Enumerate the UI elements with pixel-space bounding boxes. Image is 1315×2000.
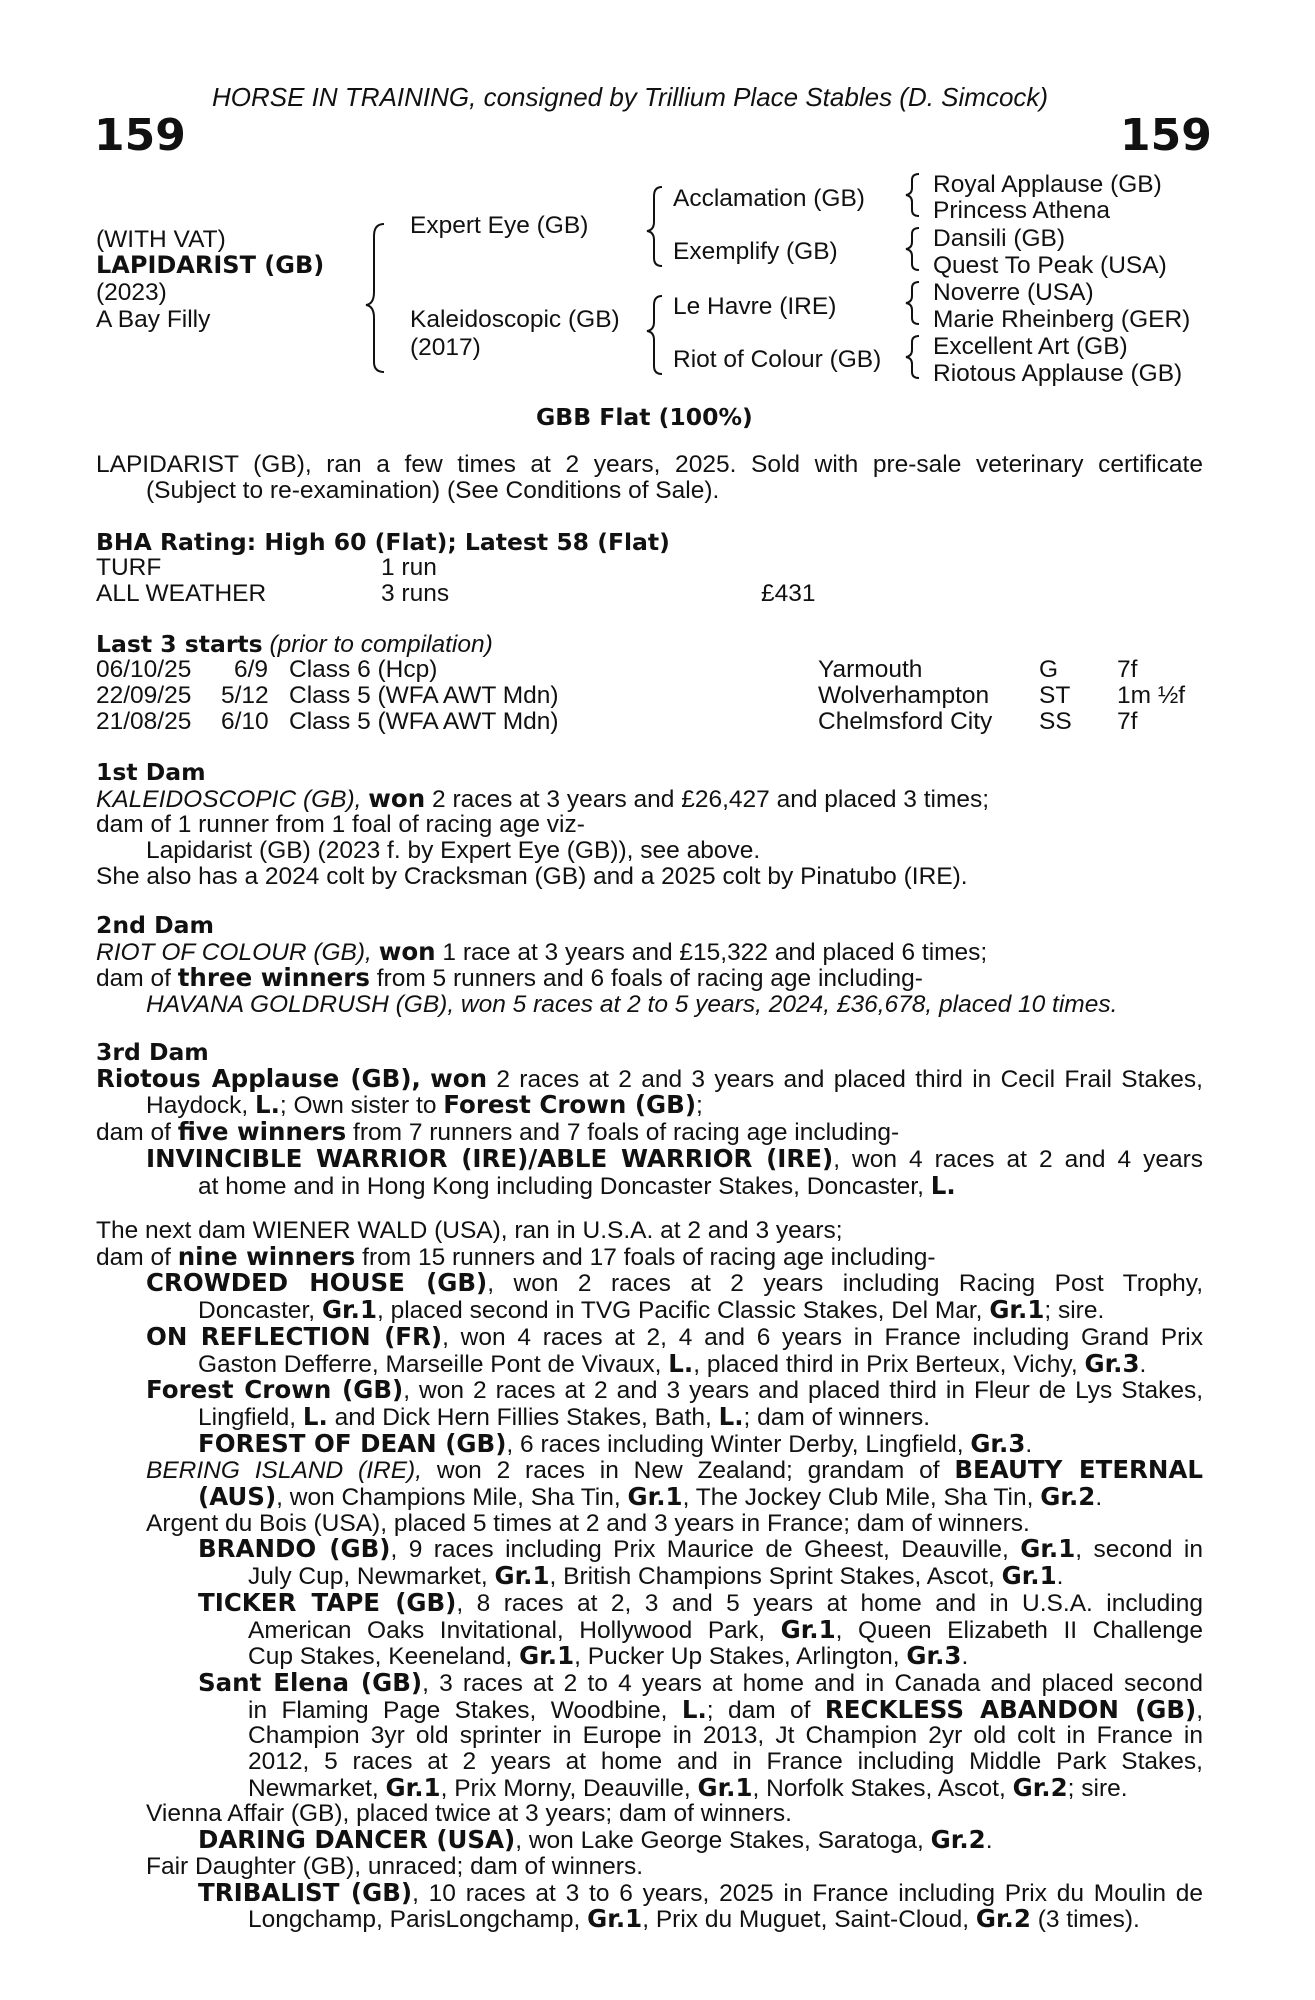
text: , won Lake George Stakes, Saratoga,	[515, 1827, 924, 1855]
pedigree-sire-dam: Exemplify (GB)	[673, 238, 838, 265]
list-item	[96, 1906, 1203, 1933]
list-item	[96, 1827, 1203, 1854]
second-dam-section	[96, 913, 1203, 1018]
text: dam of	[96, 1119, 171, 1147]
first-dam-line-3: Lapidarist (GB) (2023 f. by Expert Eye (GB)), see above.	[146, 837, 761, 865]
rating-prize-aw: £431	[761, 580, 816, 607]
gbb-flat: GBB Flat (100%)	[536, 403, 753, 431]
first-dam-line-4: She also has a 2024 colt by Cracksman (GB) and a 2025 colt by Pinatubo (IRE).	[96, 862, 968, 890]
start-position: 5/12	[221, 682, 269, 709]
start-position: 6/9	[234, 656, 269, 683]
progeny-name: INVINCIBLE WARRIOR (IRE)/ABLE WARRIOR (IRE)	[146, 1143, 834, 1173]
list-item	[96, 1401, 1203, 1431]
first-dam-name: KALEIDOSCOPIC (GB),	[96, 785, 362, 813]
text: , The Jockey Club Mile, Sha Tin,	[682, 1484, 1034, 1512]
text: Doncaster,	[198, 1297, 316, 1325]
grade-label: Gr.1	[697, 1772, 753, 1802]
bracket-g3	[906, 282, 919, 324]
progeny-name: RECKLESS ABANDON (GB)	[824, 1694, 1197, 1724]
text: , won 2 races at 2 and 3 years and placed third in Fleur de Lys Stakes,	[403, 1377, 1204, 1405]
grade-label: Gr.1	[1001, 1561, 1057, 1591]
second-dam-line-3: HAVANA GOLDRUSH (GB), won 5 races at 2 to 5 years, 2024, £36,678, placed 10 times.	[146, 991, 1118, 1019]
text: , Prix Morny, Deauville,	[440, 1774, 691, 1802]
start-date: 06/10/25	[96, 656, 192, 683]
third-dam-line-5	[96, 1170, 1203, 1200]
list-item	[96, 1614, 1203, 1644]
progeny-name: Sant Elena (GB)	[198, 1667, 423, 1697]
won-label: won	[368, 783, 426, 813]
grade-label: Gr.1	[519, 1641, 575, 1671]
third-dam-name: Riotous Applause (GB),	[96, 1063, 421, 1093]
start-going: SS	[1039, 708, 1072, 735]
listed-label: L.	[302, 1401, 328, 1431]
vat-note: (WITH VAT)	[96, 226, 226, 253]
pedigree-g6: Marie Rheinberg (GER)	[933, 306, 1191, 333]
list-item	[96, 1643, 1203, 1670]
progeny-name: ON REFLECTION (FR)	[146, 1321, 443, 1351]
progeny-name: TICKER TAPE (GB)	[198, 1587, 457, 1617]
third-dam-heading: 3rd Dam	[96, 1038, 209, 1066]
first-dam-section	[96, 760, 1203, 890]
third-dam-line-3	[96, 1119, 1203, 1146]
text: from 5 runners and 6 foals of racing age including-	[376, 965, 923, 993]
lot-number-left: 159	[94, 110, 186, 161]
listed-label: L.	[718, 1401, 744, 1431]
start-going: ST	[1039, 682, 1071, 709]
text: .	[1056, 1563, 1064, 1591]
grade-label: Gr.2	[1012, 1772, 1068, 1802]
list-item	[96, 1428, 1203, 1458]
text: .	[1095, 1484, 1103, 1512]
bracket-dam	[647, 296, 662, 374]
text: , 10 races at 3 to 6 years, 2025 in France including Prix du Moulin de	[412, 1879, 1203, 1907]
pedigree-dam-dam: Riot of Colour (GB)	[673, 346, 882, 373]
list-item: Vienna Affair (GB), placed twice at 3 years; dam of winners.	[146, 1800, 792, 1828]
text: , won 2 races at 2 years including Racing Post Trophy,	[487, 1270, 1203, 1298]
pedigree-sire: Expert Eye (GB)	[410, 212, 589, 239]
pedigree-dam-year: (2017)	[410, 334, 481, 361]
text: , placed third in Prix Berteux, Vichy,	[693, 1350, 1078, 1378]
horse-description: A Bay Filly	[96, 306, 211, 333]
third-dam-section	[96, 1040, 1203, 1199]
rating-surface-aw: ALL WEATHER	[96, 580, 267, 607]
list-item	[96, 1877, 1203, 1907]
list-item	[96, 1484, 1203, 1511]
intro-line-1: LAPIDARIST (GB), ran a few times at 2 years, 2025. Sold with pre-sale veterinary certificate	[96, 451, 1203, 478]
list-item	[96, 1348, 1203, 1378]
third-dam-line-2	[96, 1092, 1203, 1119]
pedigree-g3: Dansili (GB)	[933, 225, 1066, 252]
pedigree-g8: Riotous Applause (GB)	[933, 360, 1183, 387]
third-dam-line-1	[96, 1063, 1203, 1093]
progeny-name: (AUS)	[198, 1482, 277, 1512]
list-item	[96, 1772, 1203, 1802]
starts-heading-note: (prior to compilation)	[269, 631, 493, 658]
grade-label: Gr.1	[1020, 1534, 1076, 1564]
grade-label: Gr.1	[321, 1295, 377, 1325]
list-item	[96, 1321, 1203, 1351]
progeny-name: FOREST OF DEAN (GB)	[198, 1428, 507, 1458]
starts-heading	[96, 630, 493, 659]
text: , 8 races at 2, 3 and 5 years at home and in U.S.A. including	[456, 1589, 1203, 1617]
start-distance: 7f	[1117, 656, 1138, 683]
text: , Queen Elizabeth II Challenge	[835, 1616, 1203, 1644]
text: .	[1025, 1430, 1033, 1458]
text: .	[1139, 1350, 1147, 1378]
text: , 9 races including Prix Maurice de Gheest, Deauville,	[390, 1536, 1009, 1564]
progeny-name: DARING DANCER (USA)	[198, 1825, 516, 1855]
text: ; sire.	[1044, 1297, 1105, 1325]
first-dam-heading: 1st Dam	[96, 758, 206, 786]
progeny-name: BEAUTY ETERNAL	[954, 1455, 1204, 1485]
second-dam-line-1	[96, 936, 1203, 966]
text: , won 4 races at 2 and 4 years	[833, 1145, 1203, 1173]
text: from 7 runners and 7 foals of racing age including-	[353, 1119, 900, 1147]
winners-count: nine winners	[177, 1241, 356, 1271]
rating-surface-turf: TURF	[96, 554, 162, 581]
text: and Dick Hern Fillies Stakes, Bath,	[334, 1403, 712, 1431]
listed-label: L.	[668, 1348, 694, 1378]
text: (3 times).	[1037, 1906, 1140, 1934]
pedigree-dam: Kaleidoscopic (GB)	[410, 306, 620, 333]
won-label: won	[378, 936, 436, 966]
progeny-name: Forest Crown (GB)	[146, 1375, 404, 1405]
pedigree-g1: Royal Applause (GB)	[933, 171, 1162, 198]
text: from 15 runners and 17 foals of racing age including-	[362, 1243, 936, 1271]
start-course: Yarmouth	[818, 656, 923, 683]
list-item	[96, 1694, 1204, 1724]
grade-label: Gr.1	[989, 1295, 1045, 1325]
text: in Flaming Page Stakes, Woodbine,	[248, 1696, 668, 1724]
text: ; dam of winners.	[743, 1403, 931, 1431]
list-item	[96, 1377, 1203, 1404]
bracket-g1	[906, 174, 919, 216]
pedigree-g2: Princess Athena	[933, 197, 1111, 224]
first-dam-line-1	[96, 783, 1203, 813]
winners-count: three winners	[177, 963, 370, 993]
intro-line-2: (Subject to re-examination) (See Conditions of Sale).	[146, 476, 720, 504]
third-dam-line-4	[96, 1143, 1203, 1173]
first-dam-record: 2 races at 3 years and £26,427 and placed 3 times;	[432, 785, 990, 813]
text: , won Champions Mile, Sha Tin,	[276, 1484, 621, 1512]
text: ;	[696, 1092, 703, 1120]
list-item	[96, 1297, 1203, 1324]
grade-label: Gr.1	[385, 1772, 441, 1802]
bha-rating-heading: BHA Rating: High 60 (Flat); Latest 58 (Flat)	[96, 528, 670, 556]
text: Haydock,	[146, 1092, 249, 1120]
grade-label: Gr.1	[627, 1482, 683, 1512]
bracket-sire	[647, 187, 662, 266]
rating-runs-turf: 1 run	[381, 554, 437, 581]
text: , British Champions Sprint Stakes, Ascot,	[549, 1563, 995, 1591]
text: , placed second in TVG Pacific Classic Stakes, Del Mar,	[377, 1297, 983, 1325]
list-item	[96, 1587, 1203, 1617]
progeny-name: CROWDED HOUSE (GB)	[146, 1268, 488, 1298]
text: , Norfolk Stakes, Ascot,	[752, 1774, 1006, 1802]
list-item: Argent du Bois (USA), placed 5 times at 2 and 3 years in France; dam of winners.	[146, 1509, 1030, 1537]
page-header-title: HORSE IN TRAINING, consigned by Trillium Place Stables (D. Simcock)	[212, 82, 1049, 112]
progeny-name: BRANDO (GB)	[198, 1534, 391, 1564]
text: ; dam of	[706, 1696, 811, 1724]
text: Lingfield,	[198, 1403, 297, 1431]
text: ; sire.	[1067, 1774, 1128, 1802]
starts-heading-label: Last 3 starts	[96, 630, 263, 658]
text: at home and in Hong Kong including Doncaster Stakes, Doncaster,	[198, 1172, 924, 1200]
next-dam-section	[96, 1218, 1203, 1933]
second-dam-line-2	[96, 965, 1203, 992]
next-dam-line-1: The next dam WIENER WALD (USA), ran in U.S.A. at 2 and 3 years;	[96, 1217, 843, 1244]
text: Longchamp, ParisLongchamp,	[248, 1906, 581, 1934]
grade-label: Gr.1	[780, 1614, 836, 1644]
progeny-name: BERING ISLAND (IRE),	[146, 1457, 423, 1485]
intro	[96, 452, 1203, 503]
listed-label: L.	[681, 1694, 707, 1724]
second-dam-heading: 2nd Dam	[96, 911, 214, 939]
pedigree-g4: Quest To Peak (USA)	[933, 252, 1167, 279]
text: , Pucker Up Stakes, Arlington,	[574, 1643, 900, 1671]
start-race: Class 5 (WFA AWT Mdn)	[289, 682, 559, 709]
list-item	[96, 1270, 1203, 1297]
pedigree-g5: Noverre (USA)	[933, 279, 1094, 306]
third-dam-record: 2 races at 2 and 3 years and placed third in Cecil Frail Stakes,	[496, 1065, 1203, 1093]
grade-label: Gr.3	[906, 1641, 962, 1671]
text: .	[961, 1643, 969, 1671]
list-item: Fair Daughter (GB), unraced; dam of winners.	[146, 1852, 644, 1880]
winners-count: five winners	[177, 1117, 347, 1147]
bracket-g2	[906, 228, 919, 270]
list-item	[96, 1536, 1203, 1563]
start-going: G	[1039, 656, 1059, 683]
start-position: 6/10	[221, 708, 269, 735]
horse-name: LAPIDARIST (GB)	[96, 251, 325, 279]
start-course: Wolverhampton	[818, 682, 990, 709]
list-item: 2012, 5 races at 2 years at home and in France including Middle Park Stakes,	[248, 1748, 1203, 1776]
text: .	[985, 1827, 993, 1855]
horse-year: (2023)	[96, 279, 167, 306]
won-label: won	[430, 1063, 488, 1093]
pedigree-g7: Excellent Art (GB)	[933, 333, 1128, 360]
grade-label: Gr.1	[587, 1904, 643, 1934]
grade-label: Gr.2	[975, 1904, 1031, 1934]
text: July Cup, Newmarket,	[248, 1563, 488, 1591]
second-dam-name: RIOT OF COLOUR (GB),	[96, 938, 372, 966]
sister-name: Forest Crown (GB)	[443, 1090, 697, 1120]
bracket-main	[366, 224, 384, 372]
lot-number-right: 159	[1120, 110, 1212, 161]
grade-label: Gr.1	[494, 1561, 550, 1591]
start-date: 22/09/25	[96, 682, 192, 709]
text: , second in	[1075, 1536, 1203, 1564]
text: Newmarket,	[248, 1774, 379, 1802]
start-race: Class 6 (Hcp)	[289, 656, 438, 683]
grade-label: Gr.2	[930, 1825, 986, 1855]
start-date: 21/08/25	[96, 708, 192, 735]
progeny-name: TRIBALIST (GB)	[198, 1877, 413, 1907]
next-dam-line-2	[96, 1241, 1203, 1271]
text: , 6 races including Winter Derby, Lingfield,	[506, 1430, 964, 1458]
list-item	[96, 1457, 1203, 1484]
text: dam of	[96, 1243, 171, 1271]
text: ,	[1196, 1696, 1204, 1724]
text: , Prix du Muguet, Saint-Cloud,	[642, 1906, 970, 1934]
text: , won 4 races at 2, 4 and 6 years in France including Grand Prix	[442, 1323, 1203, 1351]
start-distance: 7f	[1117, 708, 1138, 735]
list-item: Champion 3yr old sprinter in Europe in 2013, Jt Champion 2yr old colt in France in	[248, 1722, 1203, 1750]
pedigree-sire-sire: Acclamation (GB)	[673, 185, 865, 212]
text: Cup Stakes, Keeneland,	[248, 1643, 513, 1671]
list-item	[96, 1667, 1203, 1697]
grade-label: Gr.3	[1084, 1348, 1140, 1378]
second-dam-record: 1 race at 3 years and £15,322 and placed 6 times;	[442, 938, 988, 966]
bracket-g4	[906, 336, 919, 378]
text: won 2 races in New Zealand; grandam of	[436, 1457, 940, 1485]
rating-runs-aw: 3 runs	[381, 580, 450, 607]
start-course: Chelmsford City	[818, 708, 993, 735]
text: , 3 races at 2 to 4 years at home and in Canada and placed second	[422, 1669, 1203, 1697]
listed-label: L.	[930, 1170, 956, 1200]
first-dam-line-2: dam of 1 runner from 1 foal of racing age viz-	[96, 811, 585, 839]
grade-label: Gr.2	[1040, 1482, 1096, 1512]
list-item	[96, 1563, 1203, 1590]
start-race: Class 5 (WFA AWT Mdn)	[289, 708, 559, 735]
start-distance: 1m ½f	[1117, 682, 1186, 709]
text: ; Own sister to	[279, 1092, 437, 1120]
listed-label: L.	[254, 1090, 280, 1120]
grade-label: Gr.3	[970, 1428, 1026, 1458]
pedigree-dam-sire: Le Havre (IRE)	[673, 293, 837, 320]
text: American Oaks Invitational, Hollywood Park,	[248, 1616, 766, 1644]
text: Gaston Defferre, Marseille Pont de Vivaux,	[198, 1350, 662, 1378]
text: dam of	[96, 965, 171, 993]
